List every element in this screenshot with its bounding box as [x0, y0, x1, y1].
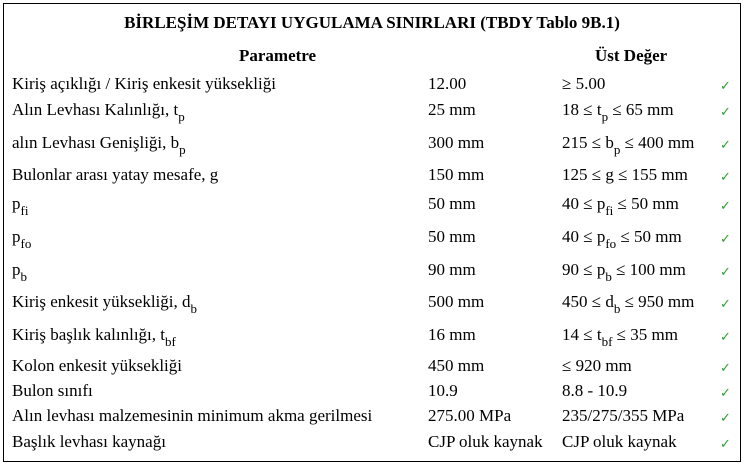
check-icon: ✓ — [720, 138, 731, 153]
row-value: 16 mm — [428, 325, 476, 344]
table-row — [4, 406, 740, 434]
row-value: 450 mm — [428, 356, 485, 375]
table-title: BİRLEŞİM DETAYI UYGULAMA SINIRLARI (TBDY Tablo 9B.1) — [124, 13, 620, 32]
table-row — [4, 356, 740, 384]
row-limit: ≤ 920 mm — [562, 356, 632, 375]
row-label: Başlık levhası kaynağı — [12, 432, 166, 451]
row-label: $p_{fo}$ — [12, 227, 32, 251]
table-row — [4, 100, 740, 128]
table-row — [4, 74, 740, 102]
check-icon: ✓ — [720, 265, 731, 280]
check-icon: ✓ — [720, 199, 731, 214]
row-value: 150 mm — [428, 165, 485, 184]
row-limit: $40 \le p_{fo} \le 50$ mm — [562, 227, 682, 251]
row-limit: 125 ≤ g ≤ 155 mm — [562, 165, 688, 184]
row-limit: $450 \le d_b \le 950$ mm — [562, 292, 695, 316]
row-label: $p_b$ — [12, 260, 27, 284]
check-icon: ✓ — [720, 386, 731, 401]
table-row — [4, 133, 740, 161]
row-value: 500 mm — [428, 292, 485, 311]
table-row — [4, 260, 740, 288]
row-value: 25 mm — [428, 100, 476, 119]
row-label: Alın Levhası Kalınlığı, $t_p$ — [12, 100, 185, 124]
table-row — [4, 292, 740, 320]
row-value: 275.00 MPa — [428, 406, 512, 425]
table-row — [4, 432, 740, 460]
row-limit: 8.8 - 10.9 — [562, 381, 628, 400]
row-limit: $18 \le t_p \le 65$ mm — [562, 100, 674, 124]
header-upper-value: Üst Değer — [595, 46, 668, 65]
check-icon: ✓ — [720, 105, 731, 120]
row-limit: CJP oluk kaynak — [562, 432, 677, 451]
row-limit: $40 \le p_{fi} \le 50$ mm — [562, 194, 679, 218]
table-row — [4, 227, 740, 255]
row-label: Kiriş başlık kalınlığı, $t_{bf}$ — [12, 325, 176, 349]
row-label: alın Levhası Genişliği, $b_p$ — [12, 133, 186, 157]
table-row — [4, 165, 740, 193]
row-value: CJP oluk kaynak — [428, 432, 543, 451]
table-row — [4, 194, 740, 222]
check-icon: ✓ — [720, 361, 731, 376]
row-label: Kiriş açıklığı / Kiriş enkesit yüksekliği — [12, 74, 276, 93]
row-value: 10.9 — [428, 381, 458, 400]
check-icon: ✓ — [720, 232, 731, 247]
check-icon: ✓ — [720, 330, 731, 345]
row-value: 12.00 — [428, 74, 467, 93]
row-limit: $215 \le b_p \le 400$ mm — [562, 133, 695, 157]
check-icon: ✓ — [720, 79, 731, 94]
row-value: 50 mm — [428, 194, 476, 213]
check-icon: ✓ — [720, 297, 731, 312]
table-row — [4, 325, 740, 353]
header-parameter: Parametre — [239, 46, 317, 65]
row-limit: $90 \le p_b \le 100$ mm — [562, 260, 686, 284]
row-limit: ≥ 5.00 — [562, 74, 606, 93]
limits-table — [3, 3, 741, 462]
row-label: Bulonlar arası yatay mesafe, g — [12, 165, 219, 184]
row-label: Kiriş enkesit yüksekliği, $d_b$ — [12, 292, 197, 316]
row-label: $p_{fi}$ — [12, 194, 29, 218]
row-limit: 235/275/355 MPa — [562, 406, 685, 425]
row-value: 300 mm — [428, 133, 485, 152]
row-value: 50 mm — [428, 227, 476, 246]
check-icon: ✓ — [720, 437, 731, 452]
check-icon: ✓ — [720, 411, 731, 426]
check-icon: ✓ — [720, 170, 731, 185]
row-value: 90 mm — [428, 260, 476, 279]
row-label: Kolon enkesit yüksekliği — [12, 356, 182, 375]
row-label: Alın levhası malzemesinin minimum akma gerilmesi — [12, 406, 373, 425]
row-limit: $14 \le t_{bf} \le 35$ mm — [562, 325, 678, 349]
table-row — [4, 381, 740, 409]
row-label: Bulon sınıfı — [12, 381, 93, 400]
